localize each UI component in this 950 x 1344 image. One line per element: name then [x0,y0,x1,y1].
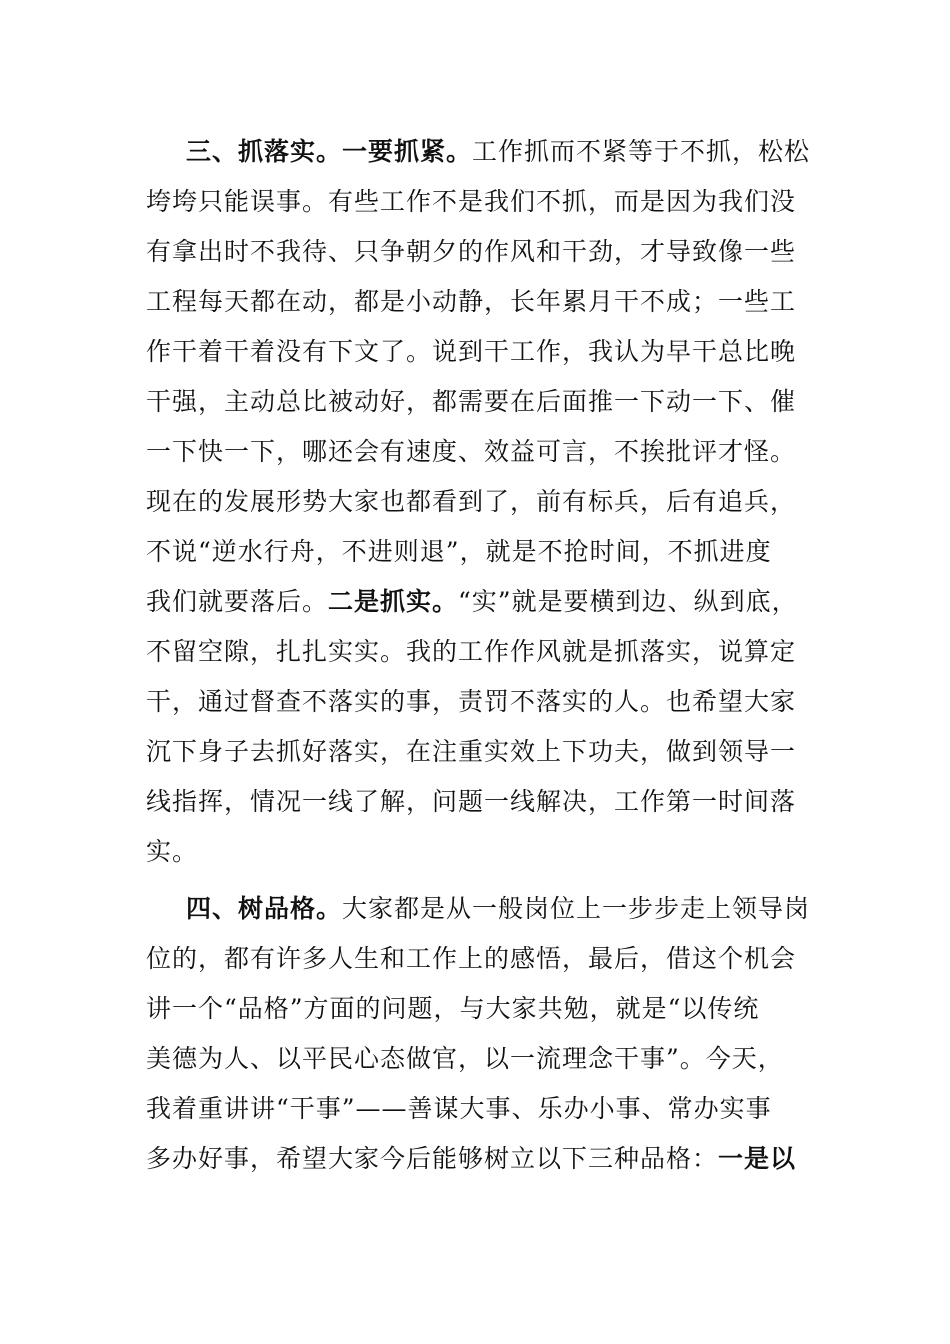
text-line [146,884,818,934]
body-text: 位的，都有许多人生和工作上的感悟，最后，借这个机会 [146,944,797,973]
text-line [146,1084,818,1134]
text-line [146,827,818,877]
text-line [146,677,818,727]
text-line [146,1134,818,1184]
bold-heading-text: 四、树品格。 [186,894,343,923]
text-line [146,377,818,427]
text-line [146,527,818,577]
body-text: 我着重讲讲“干事”——善谋大事、乐办小事、常办实事 [146,1094,772,1123]
paragraph-grasp-implementation [146,127,818,877]
text-line [146,777,818,827]
body-text: 现在的发展形势大家也都看到了，前有标兵，后有追兵， [146,487,797,516]
text-line [146,127,818,177]
text-line [146,627,818,677]
body-text: 美德为人、以平民心态做官，以一流理念干事”。今天， [146,1044,784,1073]
body-text: 多办好事，希望大家今后能够树立以下三种品格： [146,1144,719,1173]
body-text: 工作抓而不紧等于不抓，松松 [472,137,811,166]
bold-heading-text: 三、抓落实。一要抓紧。 [186,137,473,166]
body-text: 有拿出时不我待、只争朝夕的作风和干劲，才导致像一些 [146,237,797,266]
body-text: 我们就要落后。 [146,587,329,616]
body-text: 沉下身子去抓好落实，在注重实效上下功夫，做到领导一 [146,737,797,766]
text-line [146,227,818,277]
body-text: 不留空隙，扎扎实实。我的工作作风就是抓落实，说算定 [146,637,797,666]
text-line [146,577,818,627]
paragraph-build-character [146,884,818,1184]
text-line [146,177,818,227]
body-text: 一下快一下，哪还会有速度、效益可言，不挨批评才怪。 [146,437,797,466]
text-line [146,327,818,377]
text-line [146,934,818,984]
body-text: 工程每天都在动，都是小动静，长年累月干不成；一些工 [146,287,797,316]
body-text: 干，通过督查不落实的事，责罚不落实的人。也希望大家 [146,687,797,716]
text-line [146,727,818,777]
body-text: 实。 [146,837,199,866]
bold-heading-text: 二是抓实。 [328,587,459,616]
bold-heading-text: 一是以 [718,1144,797,1173]
text-line [146,277,818,327]
body-text: 作干着干着没有下文了。说到干工作，我认为早干总比晚 [146,337,797,366]
body-text: 干强，主动总比被动好，都需要在后面推一下动一下、催 [146,387,797,416]
text-line [146,477,818,527]
body-text: 线指挥，情况一线了解，问题一线解决，工作第一时间落 [146,787,797,816]
text-line [146,984,818,1034]
text-line [146,1034,818,1084]
body-text: 垮垮只能误事。有些工作不是我们不抓，而是因为我们没 [146,187,797,216]
text-line [146,427,818,477]
body-text: 讲一个“品格”方面的问题，与大家共勉，就是“以传统 [146,994,760,1023]
body-text: 不说“逆水行舟，不进则退”，就是不抢时间，不抓进度 [146,537,772,566]
body-text: “实”就是要横到边、纵到底， [458,587,798,616]
body-text: 大家都是从一般岗位上一步步走上领导岗 [342,894,811,923]
